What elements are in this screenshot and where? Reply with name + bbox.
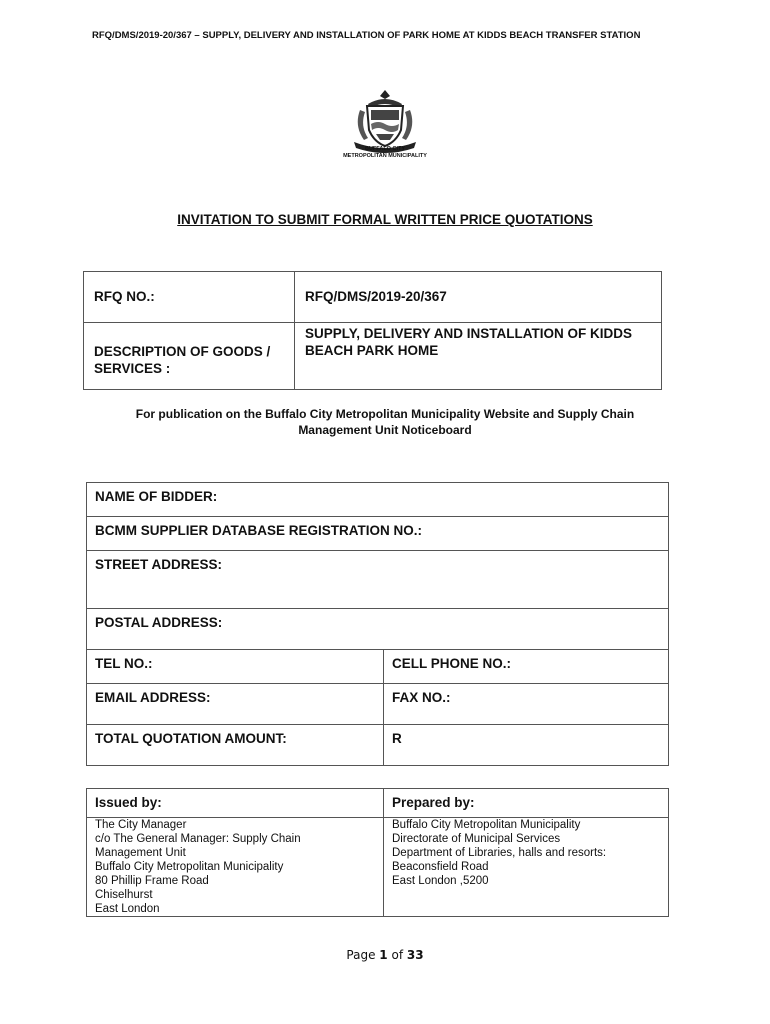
description-value: SUPPLY, DELIVERY AND INSTALLATION OF KIDDS BEACH PARK HOME bbox=[305, 326, 633, 358]
prepared-by-heading: Prepared by: bbox=[392, 795, 475, 810]
prepared-by-line: Buffalo City Metropolitan Municipality bbox=[392, 819, 581, 831]
issued-prepared-table bbox=[86, 788, 669, 917]
issued-by-line: Chiselhurst bbox=[95, 889, 153, 901]
rfq-number-label: RFQ NO.: bbox=[94, 289, 155, 304]
cell-phone-field[interactable] bbox=[384, 650, 669, 684]
logo-caption bbox=[330, 146, 440, 160]
footer-page-number: 1 bbox=[379, 948, 388, 962]
cell-phone-label: CELL PHONE NO.: bbox=[392, 656, 512, 671]
prepared-by-line: East London ,5200 bbox=[392, 875, 489, 887]
email-address-label: EMAIL ADDRESS: bbox=[95, 690, 211, 705]
page-footer bbox=[0, 948, 770, 962]
tel-no-label: TEL NO.: bbox=[95, 656, 153, 671]
footer-total-pages: 33 bbox=[406, 948, 424, 962]
publication-note: For publication on the Buffalo City Metropolitan Municipality Website and Supply Chain Management Unit Noticeboard bbox=[135, 407, 635, 437]
logo-caption-line2: METROPOLITAN MUNICIPALITY bbox=[343, 153, 427, 159]
issued-by-line: East London bbox=[95, 903, 160, 915]
postal-address-field[interactable] bbox=[87, 609, 669, 650]
issued-by-line: Management Unit bbox=[95, 847, 186, 859]
bidder-details-table bbox=[86, 482, 669, 766]
fax-no-field[interactable] bbox=[384, 684, 669, 725]
registration-number-label: BCMM SUPPLIER DATABASE REGISTRATION NO.: bbox=[95, 523, 422, 538]
page-title: INVITATION TO SUBMIT FORMAL WRITTEN PRICE QUOTATIONS bbox=[177, 212, 593, 227]
name-of-bidder-field[interactable] bbox=[87, 483, 669, 517]
fax-no-label: FAX NO.: bbox=[392, 690, 451, 705]
document-header: RFQ/DMS/2019-20/367 – SUPPLY, DELIVERY AND INSTALLATION OF PARK HOME AT KIDDS BEACH TRANSFER STATION bbox=[92, 30, 641, 41]
logo-caption-line1: BUFFALO CITY bbox=[364, 146, 406, 152]
tel-no-field[interactable] bbox=[87, 650, 384, 684]
issued-by-line: c/o The General Manager: Supply Chain bbox=[95, 833, 301, 845]
street-address-label: STREET ADDRESS: bbox=[95, 557, 223, 572]
rfq-number-value: RFQ/DMS/2019-20/367 bbox=[305, 289, 447, 304]
prepared-by-line: Directorate of Municipal Services bbox=[392, 833, 561, 845]
prepared-by-line: Beaconsfield Road bbox=[392, 861, 489, 873]
email-address-field[interactable] bbox=[87, 684, 384, 725]
total-quotation-amount-label: TOTAL QUOTATION AMOUNT: bbox=[95, 731, 287, 746]
description-label: DESCRIPTION OF GOODS / SERVICES : bbox=[94, 344, 271, 376]
footer-of-word: of bbox=[391, 948, 404, 962]
street-address-field[interactable] bbox=[87, 551, 669, 609]
prepared-by-line: Department of Libraries, halls and resorts: bbox=[392, 847, 607, 859]
issued-by-line: Buffalo City Metropolitan Municipality bbox=[95, 861, 284, 873]
issued-by-heading: Issued by: bbox=[95, 795, 162, 810]
issued-by-line: The City Manager bbox=[95, 819, 187, 831]
issued-by-line: 80 Phillip Frame Road bbox=[95, 875, 209, 887]
postal-address-label: POSTAL ADDRESS: bbox=[95, 615, 223, 630]
currency-symbol: R bbox=[392, 731, 402, 746]
prepared-by-address bbox=[384, 818, 669, 917]
total-quotation-amount-field[interactable] bbox=[87, 725, 384, 766]
footer-page-word: Page bbox=[346, 948, 376, 962]
registration-number-field[interactable] bbox=[87, 517, 669, 551]
issued-by-address bbox=[87, 818, 384, 917]
quotation-amount-input[interactable] bbox=[384, 725, 669, 766]
rfq-table bbox=[83, 271, 662, 390]
name-of-bidder-label: NAME OF BIDDER: bbox=[95, 489, 218, 504]
